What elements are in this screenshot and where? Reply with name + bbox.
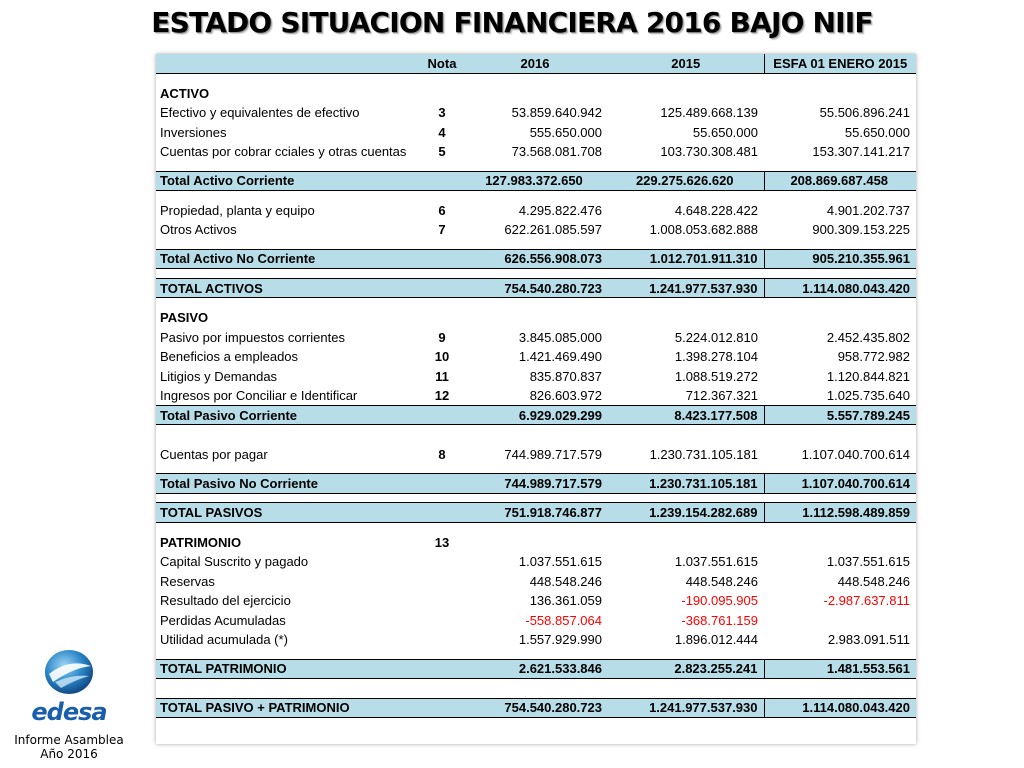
value-2015: 1.896.012.444 [674, 632, 758, 648]
value-2016: 127.983.372.650 [462, 171, 608, 191]
value-2016: 754.540.280.723 [462, 278, 608, 298]
header-nota: Nota [418, 54, 462, 74]
spacer-row [156, 688, 916, 698]
row-nota: 4 [438, 124, 446, 140]
spacer-row [156, 191, 916, 201]
financial-table [156, 54, 916, 718]
row-nota [418, 74, 462, 84]
value-2016: 835.870.837 [529, 368, 602, 384]
row-label [156, 435, 418, 445]
row-label [156, 688, 418, 698]
value-esfa [764, 688, 916, 698]
value-esfa: 2.452.435.802 [826, 329, 910, 345]
value-esfa [764, 74, 916, 84]
value-2015: 1.241.977.537.930 [608, 278, 764, 298]
row-label [156, 464, 418, 474]
value-2016 [462, 308, 608, 328]
row-nota [418, 493, 462, 503]
value-esfa: 1.112.598.489.859 [764, 503, 916, 523]
row-nota [418, 83, 462, 103]
value-esfa: -2.987.637.811 [823, 593, 910, 609]
row-label: Total Pasivo Corriente [156, 405, 418, 425]
value-esfa: 4.901.202.737 [826, 202, 910, 218]
value-2016 [462, 464, 608, 474]
logo-brand: edesa [31, 698, 107, 726]
value-2016: 3.845.085.000 [518, 329, 602, 345]
value-2015 [608, 522, 764, 532]
value-2015: 712.367.321 [685, 387, 758, 403]
value-2016 [462, 532, 608, 552]
value-2015 [608, 269, 764, 279]
table-row [156, 610, 916, 630]
value-esfa [764, 464, 916, 474]
spacer-row [156, 74, 916, 84]
row-nota [418, 308, 462, 328]
row-nota [418, 435, 462, 445]
value-2015 [608, 308, 764, 328]
value-2015: 1.239.154.282.689 [608, 503, 764, 523]
row-nota [418, 679, 462, 689]
value-esfa: 55.506.896.241 [819, 105, 910, 121]
value-2015: 448.548.246 [685, 573, 758, 589]
value-esfa: 1.120.844.821 [826, 368, 910, 384]
value-2015: 1.230.731.105.181 [608, 474, 764, 494]
table-row [156, 347, 916, 367]
value-2015: -368.761.159 [681, 612, 758, 628]
table-row [156, 444, 916, 464]
value-2016: 2.621.533.846 [462, 659, 608, 679]
value-esfa [764, 435, 916, 445]
table-header-row [156, 54, 916, 74]
value-2015 [608, 161, 764, 171]
value-2016: 622.261.085.597 [504, 222, 602, 238]
value-2015: 1.398.278.104 [674, 349, 758, 365]
value-2016: 136.361.059 [529, 593, 602, 609]
row-label: PASIVO [160, 310, 209, 326]
value-esfa [764, 493, 916, 503]
row-nota [418, 610, 462, 630]
value-2016 [462, 679, 608, 689]
value-esfa: 905.210.355.961 [764, 249, 916, 269]
value-esfa [764, 532, 916, 552]
row-nota: 13 [434, 534, 450, 550]
logo-line2: Año 2016 [40, 747, 98, 761]
spacer-row [156, 679, 916, 689]
table-row [156, 366, 916, 386]
header-2016: 2016 [462, 54, 608, 74]
row-nota [418, 552, 462, 572]
value-2015: 1.012.701.911.310 [608, 249, 764, 269]
row-label [156, 493, 418, 503]
value-esfa: 2.983.091.511 [827, 632, 910, 648]
value-esfa [764, 610, 916, 630]
row-nota [418, 249, 462, 269]
row-nota [418, 522, 462, 532]
spacer-row [156, 425, 916, 435]
value-2016: 448.548.246 [529, 573, 602, 589]
value-esfa [764, 425, 916, 435]
value-2016 [462, 74, 608, 84]
row-nota: 11 [435, 368, 449, 384]
row-nota [418, 630, 462, 650]
value-2015: 55.650.000 [692, 124, 758, 140]
row-label [156, 522, 418, 532]
value-2016: 826.603.972 [529, 387, 602, 403]
value-2015: -190.095.905 [681, 593, 758, 609]
value-2016 [462, 83, 608, 103]
row-label: Total Activo No Corriente [156, 249, 418, 269]
value-2016 [462, 161, 608, 171]
table-row [156, 571, 916, 591]
row-label [156, 191, 418, 201]
row-label: Inversiones [160, 124, 227, 140]
row-label: Total Activo Corriente [156, 171, 418, 191]
value-esfa: 1.107.040.700.614 [764, 474, 916, 494]
row-nota [418, 503, 462, 523]
row-label [156, 649, 418, 659]
value-2015 [608, 532, 764, 552]
row-label: Litigios y Demandas [160, 368, 278, 384]
row-nota [418, 298, 462, 308]
value-2015 [608, 649, 764, 659]
value-esfa: 448.548.246 [837, 573, 910, 589]
value-esfa [764, 161, 916, 171]
value-2015: 2.823.255.241 [608, 659, 764, 679]
row-nota [418, 239, 462, 249]
row-nota [418, 278, 462, 298]
row-nota [418, 464, 462, 474]
value-2015: 1.241.977.537.930 [608, 698, 764, 718]
value-esfa: 1.114.080.043.420 [764, 278, 916, 298]
row-label: Beneficios a empleados [160, 349, 299, 365]
balance-sheet [156, 54, 916, 744]
table-row [156, 552, 916, 572]
row-nota [418, 591, 462, 611]
value-2016: 6.929.029.299 [462, 405, 608, 425]
value-esfa [764, 522, 916, 532]
value-2015: 5.224.012.810 [674, 329, 758, 345]
value-2015: 1.230.731.105.181 [649, 446, 758, 462]
row-nota: 3 [438, 105, 446, 121]
spacer-row [156, 464, 916, 474]
value-2016: 555.650.000 [529, 124, 602, 140]
table-row [156, 386, 916, 406]
table-row [156, 327, 916, 347]
value-esfa: 55.650.000 [844, 124, 910, 140]
row-label: PATRIMONIO [160, 534, 242, 550]
value-2016 [462, 269, 608, 279]
row-nota [418, 698, 462, 718]
section-row [156, 83, 916, 103]
table-body [156, 54, 916, 718]
value-2015: 229.275.626.620 [608, 171, 764, 191]
total-row [156, 474, 916, 494]
row-label: Cuentas por cobrar cciales y otras cuentas [160, 144, 407, 160]
value-2016 [462, 435, 608, 445]
value-2016: 744.989.717.579 [462, 474, 608, 494]
section-row [156, 532, 916, 552]
table-row [156, 122, 916, 142]
edesa-logo [14, 648, 124, 761]
header-blank [156, 54, 418, 74]
row-nota [418, 649, 462, 659]
row-label: Resultado del ejercicio [160, 593, 291, 609]
value-esfa [764, 298, 916, 308]
row-label [156, 161, 418, 171]
row-label [156, 298, 418, 308]
value-esfa [764, 191, 916, 201]
row-nota [418, 161, 462, 171]
value-2016 [462, 688, 608, 698]
page-title: ESTADO SITUACION FINANCIERA 2016 BAJO NIIF [151, 6, 873, 39]
spacer-row [156, 649, 916, 659]
row-label: Utilidad acumulada (*) [160, 632, 288, 648]
row-label: TOTAL PASIVOS [156, 503, 418, 523]
row-nota [418, 474, 462, 494]
value-2015: 1.008.053.682.888 [649, 222, 758, 238]
row-label: Reservas [160, 573, 215, 589]
value-2016 [462, 298, 608, 308]
spacer-row [156, 522, 916, 532]
row-nota: 7 [438, 222, 446, 238]
row-nota: 9 [438, 329, 446, 345]
value-2015 [608, 74, 764, 84]
table-row [156, 200, 916, 220]
row-nota: 5 [438, 144, 446, 160]
row-label: Efectivo y equivalentes de efectivo [160, 105, 360, 121]
section-row [156, 308, 916, 328]
row-label: TOTAL PASIVO + PATRIMONIO [156, 698, 418, 718]
value-2016: 4.295.822.476 [518, 202, 602, 218]
logo-line1: Informe Asamblea [14, 733, 124, 747]
value-2016 [462, 522, 608, 532]
value-2015: 125.489.668.139 [660, 105, 758, 121]
total-row [156, 405, 916, 425]
row-label [156, 239, 418, 249]
total-row [156, 698, 916, 718]
value-2016: 1.037.551.615 [518, 554, 602, 570]
value-esfa [764, 649, 916, 659]
row-label: Pasivo por impuestos corrientes [160, 329, 345, 345]
table-row [156, 103, 916, 123]
row-nota [418, 688, 462, 698]
value-2016 [462, 191, 608, 201]
value-esfa: 1.025.735.640 [826, 387, 910, 403]
row-nota [418, 425, 462, 435]
spacer-row [156, 161, 916, 171]
spacer-row [156, 493, 916, 503]
value-2016: -558.857.064 [525, 612, 602, 628]
value-2016: 1.421.469.490 [518, 349, 602, 365]
row-nota: 10 [434, 349, 450, 365]
value-2015: 1.088.519.272 [674, 368, 758, 384]
value-2015: 103.730.308.481 [660, 144, 758, 160]
value-esfa: 1.481.553.561 [764, 659, 916, 679]
logo-globe-icon [39, 648, 99, 696]
value-esfa: 1.107.040.700.614 [801, 446, 910, 462]
value-esfa: 1.037.551.615 [826, 554, 910, 570]
header-2015: 2015 [608, 54, 764, 74]
value-2015 [608, 688, 764, 698]
total-row [156, 659, 916, 679]
value-esfa: 153.307.141.217 [812, 144, 910, 160]
row-nota: 6 [438, 202, 446, 218]
row-label: ACTIVO [160, 85, 210, 101]
row-label [156, 679, 418, 689]
value-2016: 754.540.280.723 [462, 698, 608, 718]
row-label: TOTAL PATRIMONIO [156, 659, 418, 679]
table-row [156, 142, 916, 162]
row-label [156, 425, 418, 435]
row-label: Propiedad, planta y equipo [160, 202, 315, 218]
row-nota [418, 269, 462, 279]
spacer-row [156, 298, 916, 308]
value-2015 [608, 239, 764, 249]
value-2015 [608, 83, 764, 103]
row-nota [418, 571, 462, 591]
value-2016: 626.556.908.073 [462, 249, 608, 269]
row-label: Total Pasivo No Corriente [156, 474, 418, 494]
value-esfa [764, 269, 916, 279]
value-2016 [462, 425, 608, 435]
value-2016: 744.989.717.579 [504, 446, 602, 462]
row-label [156, 74, 418, 84]
row-label: Capital Suscrito y pagado [160, 554, 309, 570]
row-nota [418, 191, 462, 201]
value-esfa: 1.114.080.043.420 [764, 698, 916, 718]
value-2016: 73.568.081.708 [511, 144, 602, 160]
value-2016 [462, 239, 608, 249]
value-esfa: 958.772.982 [837, 349, 910, 365]
value-esfa [764, 83, 916, 103]
value-2016 [462, 649, 608, 659]
spacer-row [156, 239, 916, 249]
value-esfa: 5.557.789.245 [764, 405, 916, 425]
value-2015: 1.037.551.615 [674, 554, 758, 570]
value-2015 [608, 298, 764, 308]
value-esfa [764, 308, 916, 328]
value-esfa: 208.869.687.458 [764, 171, 916, 191]
value-2016: 751.918.746.877 [462, 503, 608, 523]
row-nota: 12 [434, 387, 450, 403]
row-label: Cuentas por pagar [160, 446, 268, 462]
table-row [156, 630, 916, 650]
header-esfa: ESFA 01 ENERO 2015 [764, 54, 916, 74]
table-row [156, 220, 916, 240]
value-2015: 4.648.228.422 [674, 202, 758, 218]
table-row [156, 591, 916, 611]
value-esfa [764, 239, 916, 249]
total-row [156, 278, 916, 298]
spacer-row [156, 269, 916, 279]
value-2016 [462, 493, 608, 503]
row-label: Ingresos por Conciliar e Identificar [160, 387, 358, 403]
row-label [156, 269, 418, 279]
value-2015: 8.423.177.508 [608, 405, 764, 425]
row-nota: 8 [438, 446, 446, 462]
value-esfa [764, 679, 916, 689]
value-2015 [608, 435, 764, 445]
value-esfa: 900.309.153.225 [812, 222, 910, 238]
row-nota [418, 659, 462, 679]
row-label: Perdidas Acumuladas [160, 612, 286, 628]
total-row [156, 249, 916, 269]
total-row [156, 171, 916, 191]
value-2016: 53.859.640.942 [511, 105, 602, 121]
value-2016: 1.557.929.990 [518, 632, 602, 648]
row-nota [418, 171, 462, 191]
value-2015 [608, 464, 764, 474]
value-2015 [608, 679, 764, 689]
row-label: TOTAL ACTIVOS [156, 278, 418, 298]
row-label: Otros Activos [160, 222, 237, 238]
value-2015 [608, 493, 764, 503]
total-row [156, 503, 916, 523]
spacer-row [156, 435, 916, 445]
value-2015 [608, 425, 764, 435]
row-nota [418, 405, 462, 425]
value-2015 [608, 191, 764, 201]
